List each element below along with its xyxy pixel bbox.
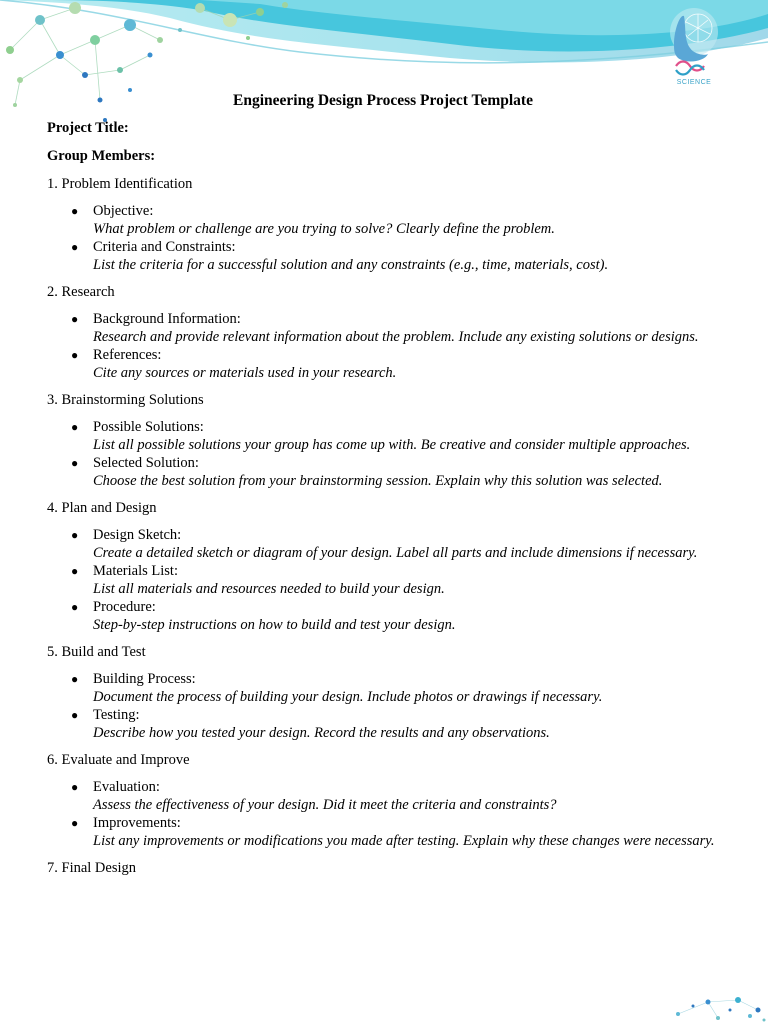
logo-text: SCIENCE bbox=[676, 79, 712, 86]
list-item bbox=[71, 598, 727, 634]
bullet-icon: ● bbox=[71, 204, 79, 218]
list-item bbox=[71, 706, 727, 742]
list-item bbox=[71, 562, 727, 598]
list-item bbox=[71, 814, 727, 850]
bullet-icon: ● bbox=[71, 708, 79, 722]
section-final-design bbox=[47, 859, 727, 877]
item-label: Possible Solutions: bbox=[93, 419, 204, 435]
item-description: List all possible solutions your group has come up with. Be creative and consider multiple approaches. bbox=[93, 437, 691, 453]
item-description: Describe how you tested your design. Record the results and any observations. bbox=[93, 725, 550, 741]
list-item bbox=[71, 310, 727, 346]
item-description: Cite any sources or materials used in your research. bbox=[93, 365, 397, 381]
item-description: Research and provide relevant information about the problem. Include any existing solutions or designs. bbox=[93, 329, 699, 345]
section-heading: 5. Build and Test bbox=[47, 644, 146, 660]
section-heading: 1. Problem Identification bbox=[47, 176, 193, 192]
item-description: List any improvements or modifications you made after testing. Explain why these changes were necessary. bbox=[93, 833, 715, 849]
item-label: References: bbox=[93, 347, 162, 363]
section-research bbox=[47, 283, 727, 382]
section-heading: 4. Plan and Design bbox=[47, 500, 157, 516]
node bbox=[6, 46, 14, 54]
list-item bbox=[71, 670, 727, 706]
list-item bbox=[71, 526, 727, 562]
list-item bbox=[71, 778, 727, 814]
bullet-icon: ● bbox=[71, 348, 79, 362]
footer-decoration bbox=[658, 990, 768, 1024]
bullet-icon: ● bbox=[71, 600, 79, 614]
item-label: Evaluation: bbox=[93, 779, 160, 795]
bullet-icon: ● bbox=[71, 816, 79, 830]
section-plan-and-design bbox=[47, 499, 727, 634]
list-item bbox=[71, 454, 727, 490]
section-heading: 3. Brainstorming Solutions bbox=[47, 392, 204, 408]
section-evaluate-and-improve bbox=[47, 751, 727, 850]
item-label: Design Sketch: bbox=[93, 527, 182, 543]
item-description: Create a detailed sketch or diagram of your design. Label all parts and include dimensions if necessary. bbox=[93, 545, 698, 561]
section-items bbox=[47, 202, 727, 274]
document bbox=[47, 91, 727, 886]
item-description: Document the process of building your design. Include photos or drawings if necessary. bbox=[93, 689, 603, 705]
item-label: Background Information: bbox=[93, 311, 241, 327]
item-description: Choose the best solution from your brainstorming session. Explain why this solution was selected. bbox=[93, 473, 663, 489]
item-description: List the criteria for a successful solution and any constraints (e.g., time, materials, cost). bbox=[93, 257, 609, 273]
bullet-icon: ● bbox=[71, 528, 79, 542]
bullet-icon: ● bbox=[71, 240, 79, 254]
item-description: List all materials and resources needed to build your design. bbox=[93, 581, 445, 597]
section-items bbox=[47, 310, 727, 382]
item-label: Building Process: bbox=[93, 671, 196, 687]
item-label: Criteria and Constraints: bbox=[93, 239, 236, 255]
bullet-icon: ● bbox=[71, 312, 79, 326]
section-brainstorming-solutions bbox=[47, 391, 727, 490]
item-label: Selected Solution: bbox=[93, 455, 199, 471]
section-heading: 6. Evaluate and Improve bbox=[47, 752, 190, 768]
bullet-icon: ● bbox=[71, 780, 79, 794]
item-label: Improvements: bbox=[93, 815, 181, 831]
list-item bbox=[71, 346, 727, 382]
section-items bbox=[47, 778, 727, 850]
section-build-and-test bbox=[47, 643, 727, 742]
bullet-icon: ● bbox=[71, 420, 79, 434]
item-label: Testing: bbox=[93, 707, 140, 723]
section-items bbox=[47, 670, 727, 742]
item-description: Assess the effectiveness of your design. Did it meet the criteria and constraints? bbox=[93, 797, 557, 813]
section-items bbox=[47, 418, 727, 490]
bullet-icon: ● bbox=[71, 456, 79, 470]
section-heading: 7. Final Design bbox=[47, 860, 137, 876]
section-problem-identification bbox=[47, 175, 727, 274]
bullet-icon: ● bbox=[71, 564, 79, 578]
item-description: What problem or challenge are you trying to solve? Clearly define the problem. bbox=[93, 221, 555, 237]
document-title: Engineering Design Process Project Template bbox=[233, 92, 533, 109]
list-item bbox=[71, 238, 727, 274]
list-item bbox=[71, 202, 727, 238]
bullet-icon: ● bbox=[71, 672, 79, 686]
project-title-label: Project Title: bbox=[47, 120, 129, 136]
item-label: Materials List: bbox=[93, 563, 178, 579]
section-items bbox=[47, 526, 727, 634]
item-label: Procedure: bbox=[93, 599, 156, 615]
list-item bbox=[71, 418, 727, 454]
section-heading: 2. Research bbox=[47, 284, 115, 300]
item-description: Step-by-step instructions on how to build and test your design. bbox=[93, 617, 456, 633]
group-members-label: Group Members: bbox=[47, 148, 156, 164]
item-label: Objective: bbox=[93, 203, 154, 219]
